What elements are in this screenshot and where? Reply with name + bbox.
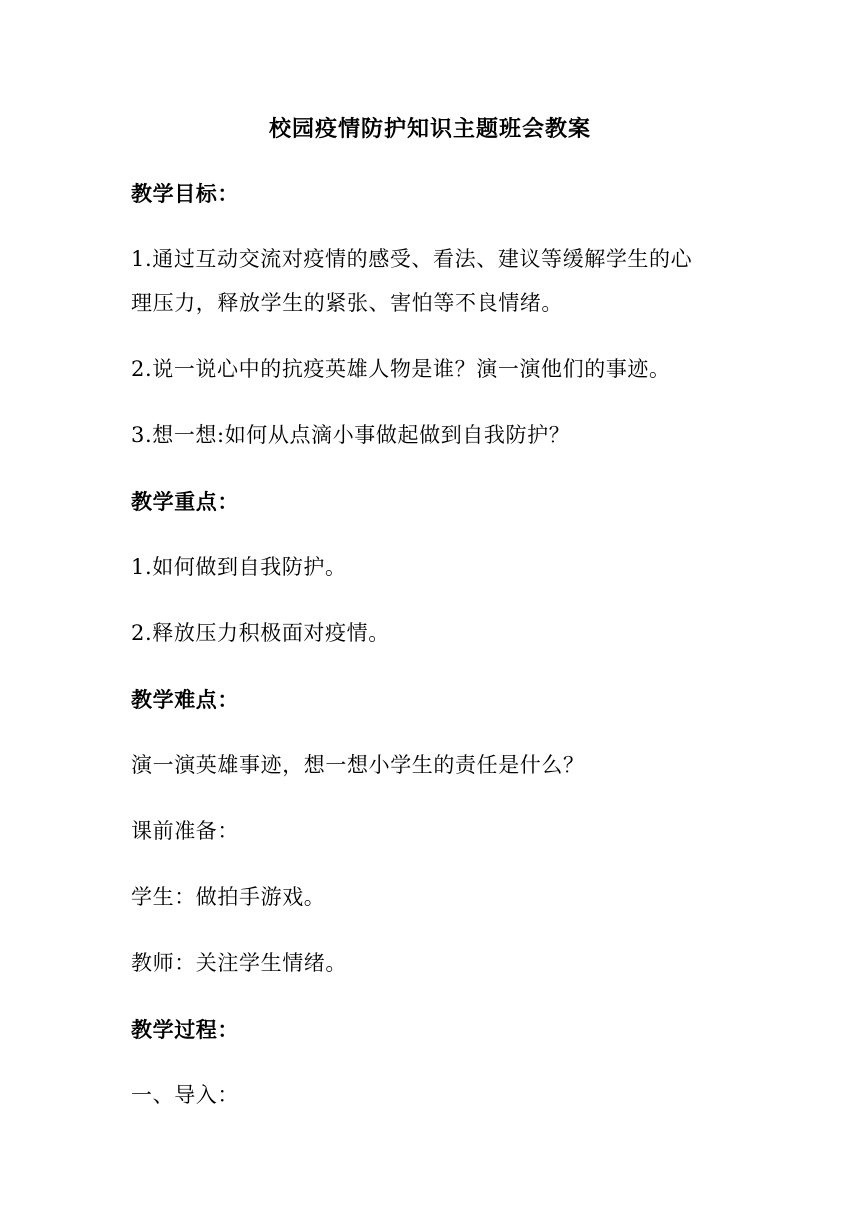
process-heading: 教学过程： xyxy=(131,1017,239,1042)
key-points-heading: 教学重点： xyxy=(131,489,239,514)
document-title: 校园疫情防护知识主题班会教案 xyxy=(268,116,591,142)
preparation-teacher: 教师：关注学生情绪。 xyxy=(131,951,347,975)
process-step-1: 一、导入： xyxy=(131,1083,239,1107)
key-point-1: 1.如何做到自我防护。 xyxy=(131,555,347,579)
preparation-students: 学生：做拍手游戏。 xyxy=(131,885,326,909)
difficulty-1: 演一演英雄事迹，想一想小学生的责任是什么？ xyxy=(131,753,585,777)
objective-1-line-2: 理压力，释放学生的紧张、害怕等不良情绪。 xyxy=(131,291,563,315)
objectives-heading: 教学目标： xyxy=(131,181,239,206)
key-point-2: 2.释放压力积极面对疫情。 xyxy=(131,621,390,645)
difficulties-heading: 教学难点： xyxy=(131,687,239,712)
objective-3: 3.想一想:如何从点滴小事做起做到自我防护？ xyxy=(131,423,571,447)
preparation-heading: 课前准备： xyxy=(131,819,239,843)
objective-1-line-1: 1.通过互动交流对疫情的感受、看法、建议等缓解学生的心 xyxy=(131,247,693,271)
objective-2: 2.说一说心中的抗疫英雄人物是谁？演一演他们的事迹。 xyxy=(131,357,671,381)
